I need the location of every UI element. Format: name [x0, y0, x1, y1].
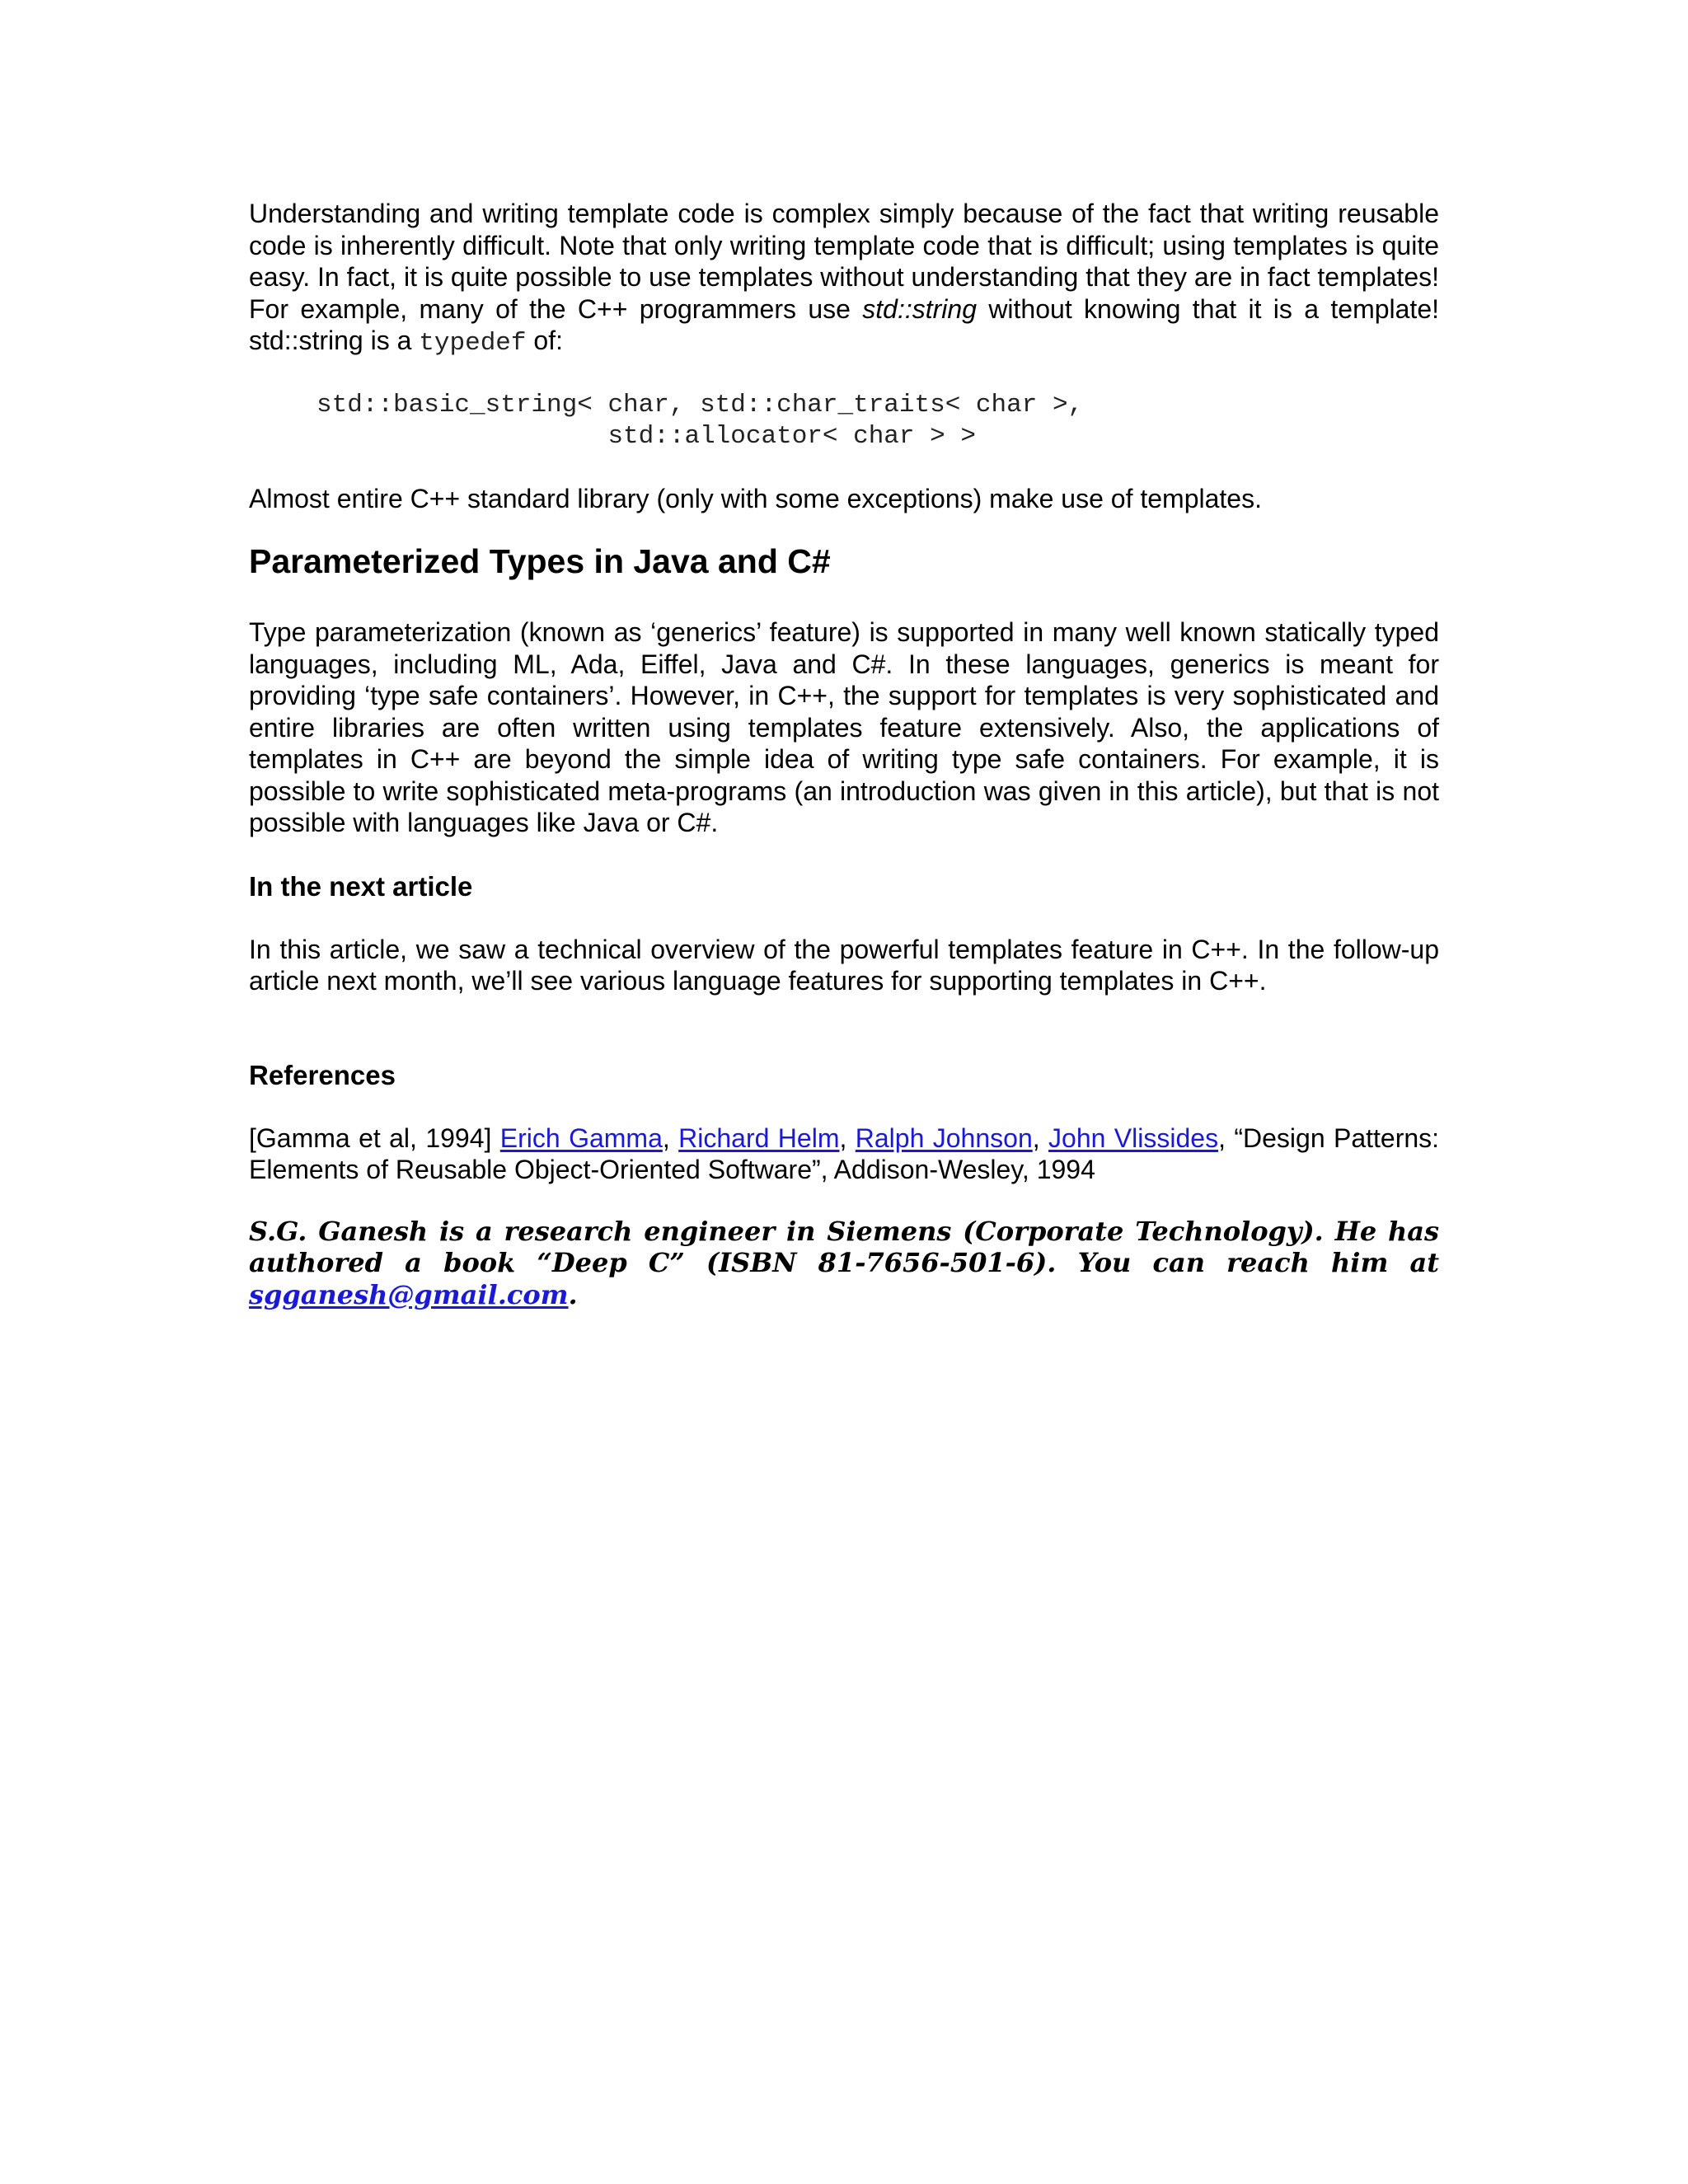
reference-suffix: , “Design Patterns: Elements of Reusable Object-Oriented Software”, Addison-Wesley, 1994 [249, 1122, 1440, 1184]
generics-paragraph: Type parameterization (known as ‘generics’ feature) is supported in many well known statically typed languages, including ML, Ada, Eiffel, Java and C#. In these languages, generics is meant for providing ‘type safe containers’. However, in C++, the support for templates is very sophisticated and entire libraries are often written using templates feature extensively. Also, the applications of templates in C++ are beyond the simple idea of writing type safe containers. For example, it is possible to write sophisticated meta-programs (an introduction was given in this article), but that is not possible with languages like Java or C#. [249, 617, 1439, 837]
references-heading: References [249, 1059, 396, 1090]
author-link-richard-helm[interactable]: Richard Helm [678, 1122, 840, 1153]
author-email-link[interactable]: sgganesh@gmail.com [249, 1278, 569, 1310]
author-link-john-vlissides[interactable]: John Vlissides [1048, 1122, 1219, 1153]
author-bio [249, 1216, 1439, 1311]
intro-paragraph [249, 198, 1439, 360]
reference-prefix: [Gamma et al, 1994] [249, 1122, 500, 1153]
author-link-erich-gamma[interactable]: Erich Gamma [499, 1122, 663, 1153]
reference-entry [249, 1122, 1439, 1186]
author-separator: , [1032, 1122, 1049, 1153]
intro-text-2: without knowing that it is a template! std::string is a [249, 293, 1440, 355]
next-article-paragraph: In this article, we saw a technical overview of the powerful templates feature in C++. In the follow-up article next month, we’ll see various language features for supporting templates in C++. [249, 934, 1439, 996]
generics-heading: Parameterized Types in Java and C# [249, 542, 831, 580]
code-line-1: std::basic_string< char, std::char_traits< char >, [316, 390, 1084, 419]
intro-text-1: Understanding and writing template code is complex simply because of the fact that writing reusable code is inherently difficult. Note that only writing template code that is difficult; using templates is quite easy. In fact, it is quite possible to use templates without understanding that they are in fact templates! For example, many of the C++ programmers use [249, 199, 1439, 324]
bio-text: S.G. Ganesh is a research engineer in Siemens (Corporate Technology). He has authored a book “Deep C” (ISBN 81-7656-501-6). You can reach him at [249, 1215, 1439, 1278]
stdlib-paragraph: Almost entire C++ standard library (only with some exceptions) make use of templates. [249, 483, 1262, 513]
author-separator: , [662, 1122, 679, 1153]
code-line-2: std::allocator< char > > [316, 422, 976, 451]
next-article-heading: In the next article [249, 870, 473, 902]
code-block [316, 390, 1439, 453]
std-string-italic: std::string [862, 293, 977, 324]
author-separator: , [839, 1122, 856, 1153]
bio-end: . [568, 1278, 578, 1310]
typedef-code: typedef [419, 329, 527, 358]
author-link-ralph-johnson[interactable]: Ralph Johnson [855, 1122, 1033, 1153]
intro-text-3: of: [526, 326, 563, 355]
article-body [249, 198, 1439, 1310]
